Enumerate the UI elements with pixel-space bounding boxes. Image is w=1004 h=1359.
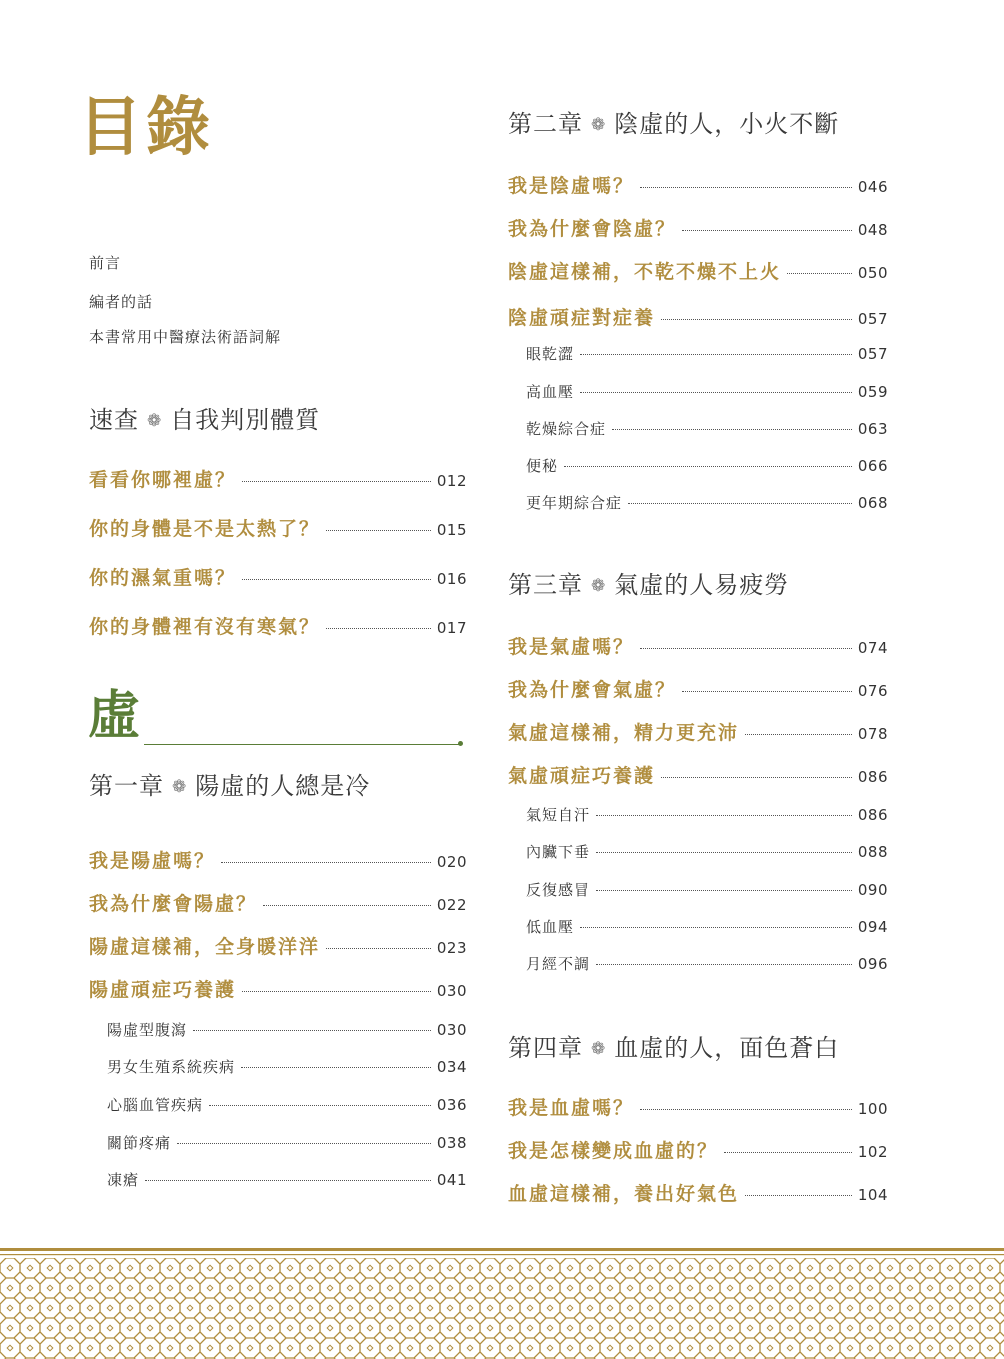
dot-leader [745, 734, 852, 735]
toc-subentry[interactable] [107, 1094, 467, 1115]
toc-entry-label: 陰虛這樣補，不乾不燥不上火 [508, 261, 782, 283]
toc-subentry-label: 高血壓 [526, 383, 575, 401]
toc-entry-label: 我是氣虛嗎？ [508, 636, 635, 658]
toc-subentry-label: 陽虛型腹瀉 [107, 1021, 188, 1039]
chapter4-heading-b: 血虛的人，面色蒼白 [614, 1034, 840, 1062]
toc-entry-label: 看看你哪裡虛？ [89, 469, 237, 491]
toc-entry[interactable] [89, 563, 467, 590]
toc-entry-page: 100 [857, 1100, 888, 1118]
toc-subentry[interactable] [526, 916, 888, 937]
dot-leader [612, 429, 852, 430]
toc-entry-label: 我為什麼會陽虛？ [89, 893, 258, 915]
dot-leader [580, 392, 852, 393]
dot-leader [326, 628, 431, 629]
dot-leader [145, 1180, 431, 1181]
flower-ornament-icon: ❁ [591, 115, 607, 135]
dot-leader [596, 852, 852, 853]
dot-leader [242, 481, 431, 482]
toc-subentry-page: 086 [857, 806, 888, 824]
quick-check-heading-a: 速查 [89, 406, 139, 434]
toc-entry[interactable] [89, 932, 467, 959]
toc-entry-page: 016 [436, 570, 467, 588]
dot-leader [177, 1143, 431, 1144]
chapter1-heading-b: 陽虛的人總是冷 [195, 772, 371, 800]
section-title: 虛 [88, 685, 141, 746]
dot-leader [596, 964, 852, 965]
dot-leader [724, 1152, 852, 1153]
toc-subentry[interactable] [526, 418, 888, 439]
toc-entry-label: 你的身體是不是太熱了？ [89, 518, 321, 540]
toc-subentry-page: 068 [857, 494, 888, 512]
toc-entry[interactable] [508, 171, 888, 198]
toc-subentry-label: 關節疼痛 [107, 1134, 172, 1152]
toc-subentry-page: 059 [857, 383, 888, 401]
toc-subentry-label: 低血壓 [526, 918, 575, 936]
flower-ornament-icon: ❁ [147, 411, 163, 431]
chapter4-heading-a: 第四章 [508, 1034, 583, 1062]
toc-entry-label: 血虛這樣補，養出好氣色 [508, 1183, 740, 1205]
toc-subentry[interactable] [107, 1169, 467, 1190]
toc-subentry-label: 男女生殖系統疾病 [107, 1058, 236, 1076]
toc-entry[interactable] [508, 718, 888, 745]
toc-entry[interactable] [508, 257, 888, 284]
toc-entry-label: 我為什麼會陰虛？ [508, 218, 677, 240]
toc-subentry[interactable] [526, 343, 888, 364]
toc-entry-label: 你的濕氣重嗎？ [89, 567, 237, 589]
toc-entry-page: 104 [857, 1186, 888, 1204]
dot-leader [242, 579, 431, 580]
toc-entry-label: 陽虛頑症巧養護 [89, 979, 237, 1001]
dot-leader [580, 354, 852, 355]
dot-leader [745, 1195, 852, 1196]
toc-entry[interactable] [508, 1093, 888, 1120]
toc-subentry-page: 063 [857, 420, 888, 438]
dot-leader [682, 230, 852, 231]
dot-leader [326, 530, 431, 531]
toc-entry-page: 017 [436, 619, 467, 637]
toc-subentry-page: 096 [857, 955, 888, 973]
toc-subentry[interactable] [107, 1056, 467, 1077]
toc-entry[interactable] [89, 889, 467, 916]
toc-entry-page: 030 [436, 982, 467, 1000]
flower-ornament-icon: ❁ [591, 1039, 607, 1059]
toc-entry-page: 023 [436, 939, 467, 957]
dot-leader [596, 815, 852, 816]
chapter2-heading-a: 第二章 [508, 110, 583, 138]
toc-subentry-page: 088 [857, 843, 888, 861]
toc-entry-page: 076 [857, 682, 888, 700]
toc-entry[interactable] [508, 214, 888, 241]
dot-leader [628, 503, 852, 504]
dot-leader [661, 319, 852, 320]
toc-entry-page: 102 [857, 1143, 888, 1161]
toc-entry-page: 050 [857, 264, 888, 282]
toc-subentry-page: 057 [857, 345, 888, 363]
toc-entry-page: 015 [436, 521, 467, 539]
dot-leader [242, 991, 431, 992]
toc-subentry-label: 反復感冒 [526, 881, 591, 899]
toc-entry[interactable] [508, 761, 888, 788]
dot-leader [787, 273, 852, 274]
toc-entry-label: 我是陰虛嗎？ [508, 175, 635, 197]
toc-title: 目錄 [78, 90, 214, 165]
intro-editor-note[interactable]: 編者的話 [89, 293, 154, 311]
dot-leader [193, 1030, 431, 1031]
toc-subentry[interactable] [107, 1019, 467, 1040]
quick-check-heading-b: 自我判別體質 [170, 406, 321, 434]
dot-leader [580, 927, 852, 928]
toc-entry-label: 我是怎樣變成血虛的？ [508, 1140, 719, 1162]
toc-entry[interactable] [89, 846, 467, 873]
toc-entry-page: 022 [436, 896, 467, 914]
dot-leader [640, 1109, 852, 1110]
dot-leader [241, 1067, 431, 1068]
toc-subentry-label: 更年期綜合症 [526, 494, 623, 512]
toc-entry-page: 020 [436, 853, 467, 871]
toc-subentry-page: 030 [436, 1021, 467, 1039]
toc-subentry-page: 034 [436, 1058, 467, 1076]
toc-entry-label: 陰虛頑症對症養 [508, 307, 656, 329]
flower-ornament-icon: ❁ [591, 576, 607, 596]
toc-subentry-page: 038 [436, 1134, 467, 1152]
toc-entry-label: 我為什麼會氣虛？ [508, 679, 677, 701]
section-title-rule [144, 744, 460, 745]
toc-entry[interactable] [89, 514, 467, 541]
toc-subentry-label: 眼乾澀 [526, 345, 575, 363]
toc-subentry-page: 090 [857, 881, 888, 899]
chapter3-heading-b: 氣虛的人易疲勞 [614, 571, 790, 599]
toc-entry-page: 012 [436, 472, 467, 490]
dot-leader [263, 905, 431, 906]
dot-leader [640, 648, 852, 649]
flower-ornament-icon: ❁ [172, 777, 188, 797]
toc-subentry[interactable] [526, 381, 888, 402]
dot-leader [661, 777, 852, 778]
toc-entry-page: 048 [857, 221, 888, 239]
toc-subentry-label: 月經不調 [526, 955, 591, 973]
toc-subentry-page: 041 [436, 1171, 467, 1189]
toc-entry-page: 086 [857, 768, 888, 786]
toc-entry[interactable] [508, 632, 888, 659]
toc-entry[interactable] [508, 1179, 888, 1206]
toc-subentry-page: 066 [857, 457, 888, 475]
quick-check-heading [89, 408, 320, 432]
toc-subentry-page: 036 [436, 1096, 467, 1114]
intro-preface[interactable]: 前言 [89, 254, 122, 272]
dot-leader [221, 862, 431, 863]
toc-subentry[interactable] [107, 1132, 467, 1153]
toc-subentry[interactable] [526, 492, 888, 513]
toc-entry[interactable] [89, 975, 467, 1002]
toc-entry-label: 我是陽虛嗎？ [89, 850, 216, 872]
chapter2-heading-b: 陰虛的人，小火不斷 [614, 110, 840, 138]
toc-entry-page: 046 [857, 178, 888, 196]
toc-subentry[interactable] [526, 879, 888, 900]
chapter2-heading [508, 112, 839, 136]
toc-subentry[interactable] [526, 455, 888, 476]
toc-entry-label: 陽虛這樣補，全身暖洋洋 [89, 936, 321, 958]
section-title-rule-dot [458, 741, 463, 746]
lattice-pattern-band [0, 1248, 1004, 1359]
dot-leader [682, 691, 852, 692]
toc-entry[interactable] [89, 465, 467, 492]
intro-glossary[interactable]: 本書常用中醫療法術語詞解 [89, 328, 282, 346]
toc-entry-page: 078 [857, 725, 888, 743]
toc-entry-label: 氣虛這樣補，精力更充沛 [508, 722, 740, 744]
toc-subentry-label: 內臟下垂 [526, 843, 591, 861]
dot-leader [640, 187, 852, 188]
chapter3-heading [508, 573, 789, 597]
chapter1-heading-a: 第一章 [89, 772, 164, 800]
toc-subentry[interactable] [526, 841, 888, 862]
toc-entry-label: 氣虛頑症巧養護 [508, 765, 656, 787]
dot-leader [564, 466, 852, 467]
chapter3-heading-a: 第三章 [508, 571, 583, 599]
toc-entry-label: 我是血虛嗎？ [508, 1097, 635, 1119]
dot-leader [596, 890, 852, 891]
toc-subentry-page: 094 [857, 918, 888, 936]
toc-subentry-label: 乾燥綜合症 [526, 420, 607, 438]
toc-subentry[interactable] [526, 804, 888, 825]
toc-subentry-label: 凍瘡 [107, 1171, 140, 1189]
toc-subentry-label: 心腦血管疾病 [107, 1096, 204, 1114]
chapter1-heading [89, 774, 370, 798]
toc-entry[interactable] [508, 675, 888, 702]
toc-subentry-label: 氣短自汗 [526, 806, 591, 824]
chapter4-heading [508, 1036, 839, 1060]
toc-entry[interactable] [508, 1136, 888, 1163]
toc-subentry[interactable] [526, 953, 888, 974]
toc-entry-page: 074 [857, 639, 888, 657]
toc-entry[interactable] [89, 612, 467, 639]
toc-subentry-label: 便秘 [526, 457, 559, 475]
toc-entry[interactable] [508, 303, 888, 330]
toc-entry-label: 你的身體裡有沒有寒氣？ [89, 616, 321, 638]
dot-leader [326, 948, 431, 949]
toc-entry-page: 057 [857, 310, 888, 328]
dot-leader [209, 1105, 431, 1106]
